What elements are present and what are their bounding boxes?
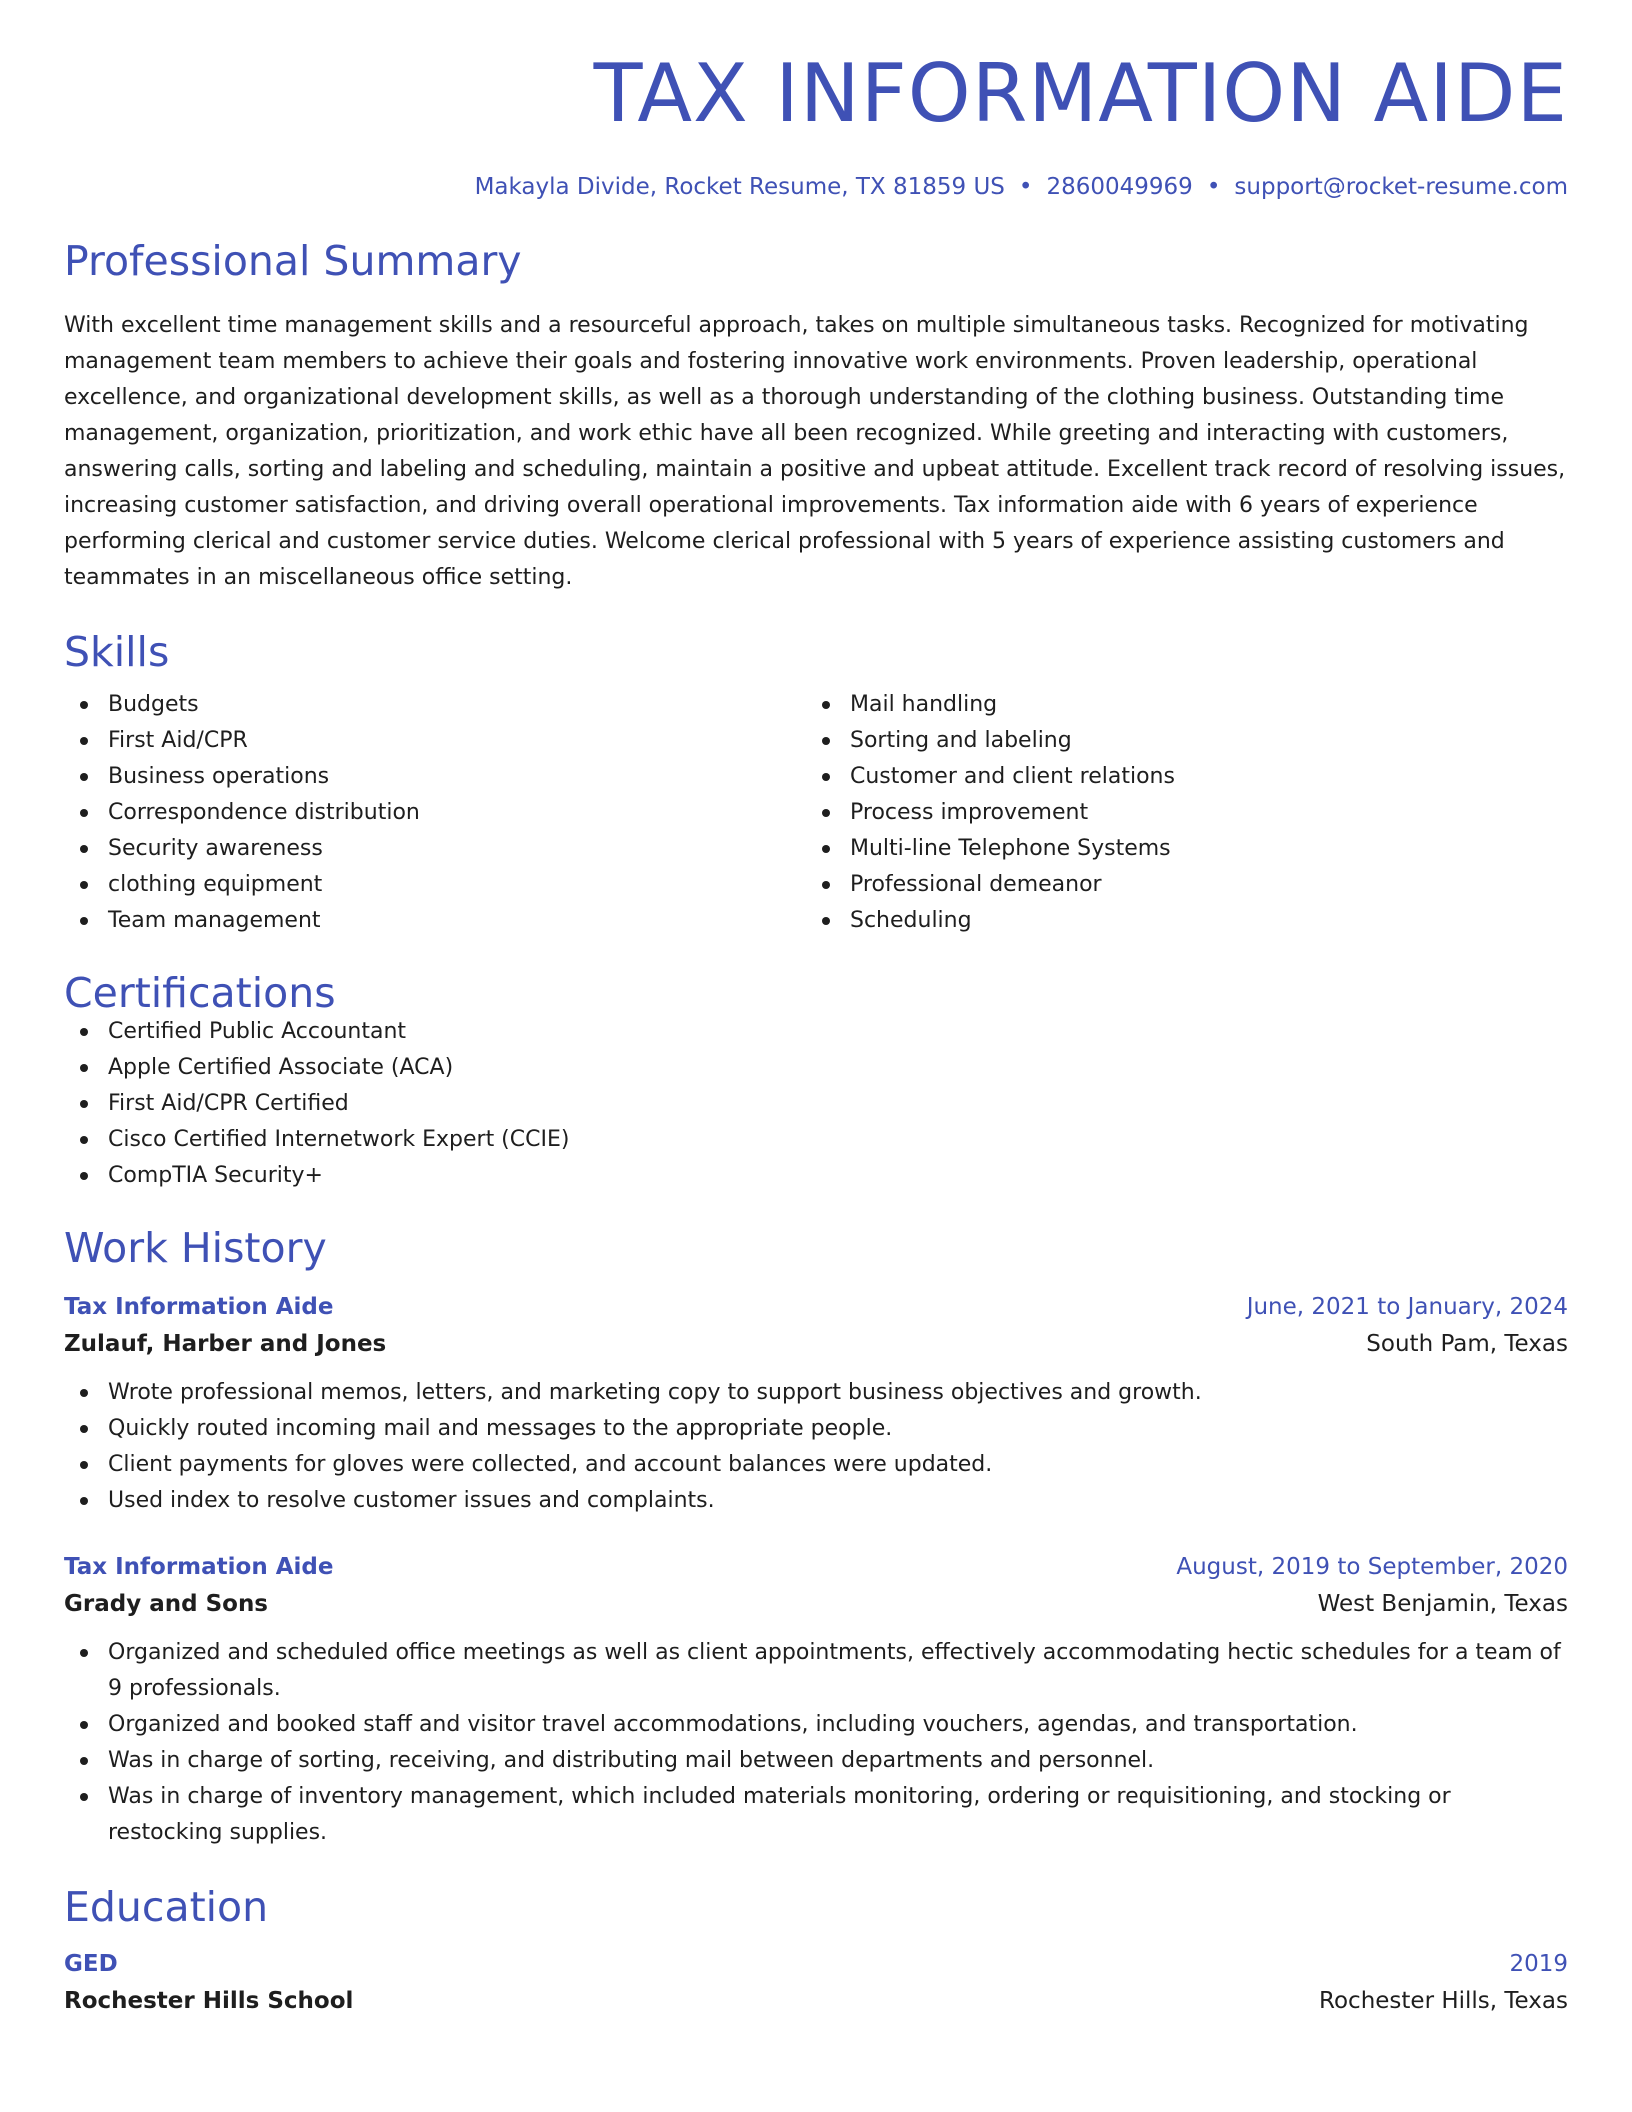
job-company-row (64, 1323, 1568, 1365)
job-company-row (64, 1583, 1568, 1625)
certifications-list (64, 1014, 1568, 1194)
contact-address: Makayla Divide, Rocket Resume, TX 81859 US (474, 174, 1005, 200)
certification-item: CompTIA Security+ (64, 1158, 1568, 1194)
job-header-row (64, 1551, 1568, 1583)
education-location: Rochester Hills, Texas (1319, 1988, 1568, 2014)
skill-item: Professional demeanor (806, 867, 1548, 903)
education-heading: Education (64, 1883, 269, 1931)
contact-phone: 2860049969 (1046, 174, 1193, 200)
skills-list-left (64, 687, 806, 939)
job-duty: Client payments for gloves were collected, and account balances were updated. (64, 1447, 1568, 1483)
job-duty: Organized and booked staff and visitor travel accommodations, including vouchers, agendas, and transportation. (64, 1707, 1568, 1743)
resume-header (64, 0, 1568, 199)
job-duty: Was in charge of sorting, receiving, and distributing mail between departments and personnel. (64, 1743, 1568, 1779)
skills-heading: Skills (64, 628, 170, 676)
job-title: Tax Information Aide (64, 1294, 334, 1320)
job-title: Tax Information Aide (64, 1554, 334, 1580)
skill-item: Sorting and labeling (806, 723, 1548, 759)
job-company: Zulauf, Harber and Jones (64, 1331, 387, 1357)
job-header-row (64, 1291, 1568, 1323)
education-degree: GED (64, 1951, 118, 1977)
skill-item: Process improvement (806, 795, 1548, 831)
certification-item: Apple Certified Associate (ACA) (64, 1050, 1568, 1086)
resume-title: TAX INFORMATION AIDE (593, 47, 1568, 140)
job-duty: Quickly routed incoming mail and messages to the appropriate people. (64, 1411, 1568, 1447)
job-dates: June, 2021 to January, 2024 (1246, 1294, 1568, 1320)
job-duty: Used index to resolve customer issues and complaints. (64, 1483, 1568, 1519)
skill-item: Correspondence distribution (64, 795, 806, 831)
skill-item: Scheduling (806, 903, 1548, 939)
contact-line (64, 176, 1568, 199)
job-duty: Organized and scheduled office meetings as well as client appointments, effectively accommodating hectic schedules for a team of 9 professionals. (64, 1635, 1568, 1707)
skill-item: Security awareness (64, 831, 806, 867)
certifications-heading: Certifications (64, 969, 336, 1017)
skill-item: clothing equipment (64, 867, 806, 903)
education-year: 2019 (1509, 1951, 1568, 1977)
job-duty: Wrote professional memos, letters, and marketing copy to support business objectives and growth. (64, 1375, 1568, 1411)
job-duties-list (64, 1635, 1568, 1851)
skill-item: Multi-line Telephone Systems (806, 831, 1548, 867)
education-school-row (64, 1980, 1568, 2022)
work-history-heading: Work History (64, 1224, 327, 1272)
job-location: South Pam, Texas (1366, 1331, 1568, 1357)
resume-page (64, 0, 1568, 2022)
skill-item: Business operations (64, 759, 806, 795)
education-entry (64, 1948, 1568, 2022)
job-location: West Benjamin, Texas (1317, 1591, 1568, 1617)
job-duty: Was in charge of inventory management, which included materials monitoring, ordering or requisitioning, and stocking or restocking supplies. (64, 1779, 1568, 1851)
contact-email: support@rocket-resume.com (1234, 174, 1568, 200)
certification-item: First Aid/CPR Certified (64, 1086, 1568, 1122)
job-duties-list (64, 1375, 1568, 1519)
skill-item: Budgets (64, 687, 806, 723)
skill-item: Mail handling (806, 687, 1548, 723)
contact-separator: • (1018, 174, 1033, 200)
skill-item: Team management (64, 903, 806, 939)
summary-text: With excellent time management skills and a resourceful approach, takes on multiple simultaneous tasks. Recognized for motivating management team members to achieve their goals and fostering innovative work environments. Proven leadership, operational excellence, and organizational development skills, as well as a thorough understanding of the clothing business. Outstanding time management, organization, prioritization, and work ethic have all been recognized. While greeting and interacting with customers, answering calls, sorting and labeling and scheduling, maintain a positive and upbeat attitude. Excellent track record of resolving issues, increasing customer satisfaction, and driving overall operational improvements. Tax information aide with 6 years of experience performing clerical and customer service duties. Welcome clerical professional with 5 years of experience assisting customers and teammates in an miscellaneous office setting. (64, 313, 1566, 590)
job-entry (64, 1291, 1568, 1519)
certification-item: Cisco Certified Internetwork Expert (CCIE) (64, 1122, 1568, 1158)
job-entry (64, 1551, 1568, 1851)
skills-columns (64, 687, 1568, 939)
skill-item: Customer and client relations (806, 759, 1548, 795)
certification-item: Certified Public Accountant (64, 1014, 1568, 1050)
contact-separator: • (1206, 174, 1221, 200)
summary-heading: Professional Summary (64, 237, 522, 285)
skill-item: First Aid/CPR (64, 723, 806, 759)
education-school: Rochester Hills School (64, 1988, 354, 2014)
job-dates: August, 2019 to September, 2020 (1176, 1554, 1568, 1580)
education-header-row (64, 1948, 1568, 1980)
job-company: Grady and Sons (64, 1591, 269, 1617)
skills-list-right (806, 687, 1548, 939)
